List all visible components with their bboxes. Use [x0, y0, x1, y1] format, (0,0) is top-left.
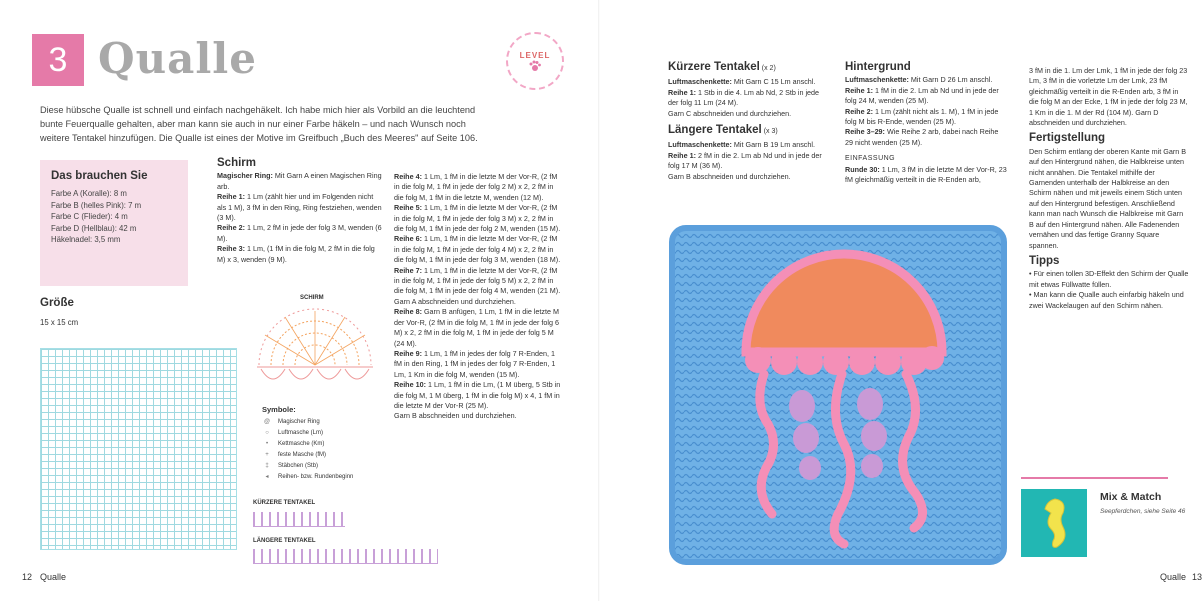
symbol-label: feste Masche (fM) [278, 452, 327, 458]
short-tentacle-section [668, 62, 828, 182]
background-heading: Hintergrund [845, 61, 911, 73]
level-badge [506, 32, 564, 90]
schirm-step [217, 223, 382, 244]
background-step [845, 127, 1007, 148]
schirm-step-text: 1 Lm, 1 fM in die letzte M der Vor-R, (2 fM in die folg M, 1 fM in jede der folg 2 M) x 2, 2 fM in die folg M, 1 fM in die letzte M, wenden (12 M). [394, 172, 558, 202]
symbols-heading: Symbole: [262, 405, 296, 414]
short-tentacle-caption: KÜRZERE TENTAKEL [253, 500, 316, 506]
schirm-step [394, 307, 562, 349]
slip-stitch-icon: • [265, 441, 269, 447]
long-tentacle-step-text: Garn B abschneiden und durchziehen. [668, 171, 791, 181]
symbols-list [262, 417, 353, 483]
schirm-diagram [255, 305, 375, 393]
short-tentacle-step-label: Reihe 1: [668, 87, 696, 97]
mix-match-rule [1021, 477, 1168, 479]
schirm-step-label: Magischer Ring: [217, 171, 273, 181]
schirm-step-text: Garn A abschneiden und durchziehen. [394, 296, 516, 306]
symbol-label: Reihen- bzw. Rundenbeginn [278, 474, 354, 480]
schirm-step [394, 172, 562, 203]
schirm-step-text: 1 Lm, 1 fM in die letzte M der Vor-R, (2 fM in die folg M, 1 fM in jede der folg 3 M) x 2, 2 fM in die folg M, 1 fM in jede der folg 2 M, wenden (15 M). [394, 203, 561, 234]
symbol-row [262, 461, 353, 472]
magic-ring-icon: @ [263, 419, 271, 425]
schirm-step-text: 1 Lm, 1 fM in die letzte M der Vor-R, (2 fM in die folg M, 1 fM in jede der folg 4 M) x 2, 2 fM in die folg M, 1 fM in jede der folg 3 M, wenden (18 M). [394, 234, 561, 265]
level-label: LEVEL [519, 50, 551, 60]
schirm-step [394, 297, 562, 307]
symbol-row [262, 450, 353, 461]
symbol-legend [262, 404, 353, 483]
schirm-step-label: Reihe 6: [394, 234, 422, 244]
materials-item: Farbe A (Koralle): 8 m [51, 189, 127, 198]
seahorse-square-photo [1021, 489, 1087, 557]
schirm-step [394, 411, 562, 421]
schirm-step-label: Reihe 4: [394, 172, 422, 181]
long-tentacle-step [668, 151, 828, 172]
symbol-label: Magischer Ring [278, 419, 320, 425]
symbol-row [262, 472, 353, 483]
schirm-step-text: Garn B anfügen, 1 Lm, 1 fM in die letzte M der Vor-R, (2 fM in die folg M, 1 fM in jede der folg 6 M) x 2, 2 fM in die folg M, 1 fM in jede der folg 5 M (24 M). [394, 307, 559, 348]
schirm-step-text: Mit Garn A einen Magischen Ring arb. [217, 171, 382, 191]
symbol-row [262, 417, 353, 428]
schirm-step [394, 203, 562, 234]
background-chart-grid [40, 348, 237, 550]
long-tentacle-heading [668, 125, 828, 137]
symbol-row [262, 439, 353, 450]
schirm-step-label: Reihe 2: [217, 223, 245, 233]
chain-icon: ○ [265, 430, 269, 436]
border-body [845, 165, 1007, 186]
schirm-step-text: 1 Lm, 1 fM in die Lm, (1 M überg, 5 Stb in die folg M, 1 M überg, 1 fM in die folg M) x 4, 1 fM in die letzte M der Vor-R (25 M). [394, 380, 561, 410]
schirm-col2 [394, 172, 562, 422]
intro-text: Diese hübsche Qualle ist schnell und einfach nachgehäkelt. Ich habe mich hier als Vorbild an die leuchtend bunte Feuerqualle gehalten, aber man kann sie auch in nur einer Farbe häkeln – und nach Wunsch noch weitere Tentakel hinzufügen. Die Qualle ist eines der Motive im Greifbuch „Buch des Meeres" auf Seite 106. [40, 105, 478, 143]
schirm-step-text: 1 Lm, 1 fM in die letzte M der Vor-R, (2 fM in die folg M, 1 fM in jede der folg 5 M) x 2, 2 fM in die folg M, 1 fM in jede der folg 4 M, wenden (21 M). [394, 265, 561, 296]
long-tentacle-title: Längere Tentakel [668, 124, 762, 137]
left-page [0, 0, 600, 601]
schirm-step-label: Reihe 10: [394, 380, 426, 390]
symbol-row [262, 428, 353, 439]
background-step-text: 1 fM in die 2. Lm ab Nd und in jede der folg 24 M, wenden (25 M). [845, 85, 999, 106]
schirm-step-text: 1 Lm, (1 fM in die folg M, 2 fM in die folg M) x 3, wenden (9 M). [217, 244, 375, 264]
tips-heading: Tipps [1029, 254, 1060, 267]
page-title: Qualle [98, 34, 257, 83]
jellyfish-square-photo [668, 224, 1008, 566]
schirm-section [217, 158, 382, 265]
schirm-heading: Schirm [217, 157, 256, 169]
tip-text: Man kann die Qualle auch einfarbig häkeln und zwei Wackelaugen auf den Schirm nähen. [1029, 290, 1184, 310]
size-value: 15 x 15 cm [40, 318, 79, 327]
page-number-right: 13 [1192, 572, 1202, 582]
short-tentacle-step-text: Garn C abschneiden und durchziehen. [668, 108, 792, 118]
border-step-text: 1 Lm, 3 fM in die letzte M der Vor-R, 23 fM gleichmäßig verteilt in die R-Enden arb, [845, 164, 1007, 185]
background-step-text: Mit Garn D 26 Lm anschl. [908, 75, 993, 85]
schirm-step [217, 171, 382, 192]
long-tentacle-step [668, 172, 828, 182]
background-step [845, 75, 1007, 85]
schirm-step [394, 349, 562, 380]
materials-heading: Das brauchen Sie [51, 170, 148, 182]
schirm-diagram-caption: SCHIRM [300, 295, 324, 301]
symbol-label: Luftmasche (Lm) [278, 430, 324, 436]
continuation-body: 3 fM in die 1. Lm der Lmk, 1 fM in jede der folg 23 Lm, 3 fM in die vorletzte Lm der Lmk, 23 fM gleichmäßig verteilt in die R-Enden arb, 3 fM in die folg M an der Ecke, 1 fM in jede der folg 23 M, 1 Km in die 1. M der Rd (104 M). Garn D abschneiden und durchziehen. [1029, 66, 1188, 128]
schirm-step-label: Reihe 3: [217, 244, 245, 254]
schirm-step-text: 1 Lm, 1 fM in jedes der folg 7 R-Enden, 1 fM in den Ring, 1 fM in jedes der folg 7 R-Enden, 1 Lm, 1 Km in die folg M, wenden (15 M). [394, 348, 556, 379]
mix-match-heading: Mix & Match [1100, 491, 1162, 503]
background-step-label: Reihe 1: [845, 85, 873, 95]
background-step-label: Luftmaschenkette: [845, 75, 909, 85]
short-tentacle-diagram [253, 512, 345, 527]
background-step-label: Reihe 2: [845, 106, 873, 116]
long-tentacle-step-label: Reihe 1: [668, 150, 696, 160]
border-step-label: Runde 30: [845, 164, 880, 174]
border-step [845, 165, 1007, 186]
materials-item: Häkelnadel: 3,5 mm [51, 235, 121, 244]
schirm-step [394, 234, 562, 265]
short-tentacle-body [668, 77, 828, 119]
schirm-step [394, 380, 562, 411]
background-body [845, 75, 1007, 148]
tip-item: • Für einen tollen 3D-Effekt den Schirm der Qualle mit etwas Füllwatte füllen. [1029, 269, 1189, 289]
pattern-number: 3 [32, 34, 84, 86]
materials-item: Farbe D (Hellblau): 42 m [51, 223, 137, 233]
size-heading: Größe [40, 297, 74, 309]
schirm-step-label: Reihe 9: [394, 348, 422, 358]
long-tentacle-count: (x 3) [761, 128, 778, 136]
background-step [845, 107, 1007, 128]
long-tentacle-diagram [253, 549, 438, 564]
short-tentacle-title: Kürzere Tentakel [668, 61, 760, 73]
long-tentacle-step-text: Mit Garn B 19 Lm anschl. [731, 140, 815, 150]
long-tentacle-step-label: Luftmaschenkette: [668, 140, 732, 150]
materials-item: Farbe C (Flieder): 4 m [51, 212, 128, 221]
materials-box [40, 160, 188, 286]
schirm-step-text: 1 Lm, 2 fM in jede der folg 3 M, wenden (6 M). [217, 223, 382, 243]
mix-match-reference: Seepferdchen, siehe Seite 46 [1100, 508, 1186, 515]
background-step-text: 1 Lm (zählt nicht als 1. M), 1 fM in jede folg M bis R-Ende, wenden (25 M). [845, 106, 999, 127]
schirm-step [394, 266, 562, 297]
page-number-left: 12 [22, 572, 33, 582]
double-crochet-icon: ‡ [265, 463, 269, 469]
symbol-label: Kettmasche (Km) [278, 441, 325, 447]
short-tentacle-count: (x 2) [759, 65, 776, 72]
paw-icon [528, 60, 542, 72]
materials-item: Farbe B (helles Pink): 7 m [51, 200, 142, 210]
border-label: EINFASSUNG [845, 155, 896, 163]
single-crochet-icon: + [265, 452, 269, 458]
continuation-text [1029, 66, 1189, 311]
long-tentacle-step [668, 140, 828, 150]
schirm-step-label: Reihe 5: [394, 203, 422, 213]
short-tentacle-step-text: 1 Stb in die 4. Lm ab Nd, 2 Stb in jede der folg 11 Lm (24 M). [668, 87, 820, 108]
background-section [845, 62, 1007, 185]
schirm-step-label: Reihe 1: [217, 192, 245, 202]
schirm-col2-body [394, 172, 562, 422]
short-tentacle-step-label: Luftmaschenkette: [668, 77, 732, 87]
long-tentacle-step-text: 2 fM in die 2. Lm ab Nd und in jede der folg 17 M (36 M). [668, 150, 822, 171]
long-tentacle-body [668, 140, 828, 182]
footer-title-right: Qualle [1160, 572, 1187, 582]
short-tentacle-step [668, 77, 828, 87]
schirm-step [217, 244, 382, 265]
schirm-step-label: Reihe 8: [394, 307, 422, 317]
long-tentacle-caption: LÄNGERE TENTAKEL [253, 538, 316, 544]
tip-item: • Man kann die Qualle auch einfarbig häkeln und zwei Wackelaugen auf den Schirm nähen. [1029, 290, 1184, 310]
schirm-step-text: 1 Lm (zählt hier und im Folgenden nicht als 1 M), 3 fM in den Ring, Ring festziehen, wenden (3 M). [217, 192, 382, 223]
schirm-step-text: Garn B abschneiden und durchziehen. [394, 411, 517, 421]
schirm-step [217, 192, 382, 223]
finishing-body: Den Schirm entlang der oberen Kante mit Garn B auf den Hintergrund nähen, die Halbkreise unten nicht annähen. Die Tentakel mithilfe der Garnenden unterhalb der Halbkreise an den Schirm nähen und mit jeweils einem Stich unten auf den Hintergrund befestigen. Anschließend kann man nach Wunsch die Halbkreise mit Garn B auf den Hintergrund nähen. Alle Fadenenden vernähen und das fertige Granny Square spannen. [1029, 146, 1187, 250]
finishing-heading: Fertigstellung [1029, 132, 1106, 145]
row-start-icon: ◂ [265, 474, 269, 480]
short-tentacle-step [668, 109, 828, 119]
tip-text: Für einen tollen 3D-Effekt den Schirm der Qualle mit etwas Füllwatte füllen. [1029, 269, 1189, 289]
schirm-step-label: Reihe 7: [394, 265, 422, 275]
short-tentacle-step [668, 88, 828, 109]
footer-title-left: Qualle [40, 572, 67, 582]
background-step [845, 86, 1007, 107]
short-tentacle-heading [668, 62, 828, 74]
schirm-col1 [217, 171, 382, 265]
background-step-label: Reihe 3–29: [845, 127, 885, 137]
background-step-text: Wie Reihe 2 arb, dabei nach Reihe 29 nicht wenden (25 M). [845, 127, 999, 147]
short-tentacle-step-text: Mit Garn C 15 Lm anschl. [731, 77, 816, 87]
symbol-label: Stäbchen (Stb) [278, 463, 319, 469]
